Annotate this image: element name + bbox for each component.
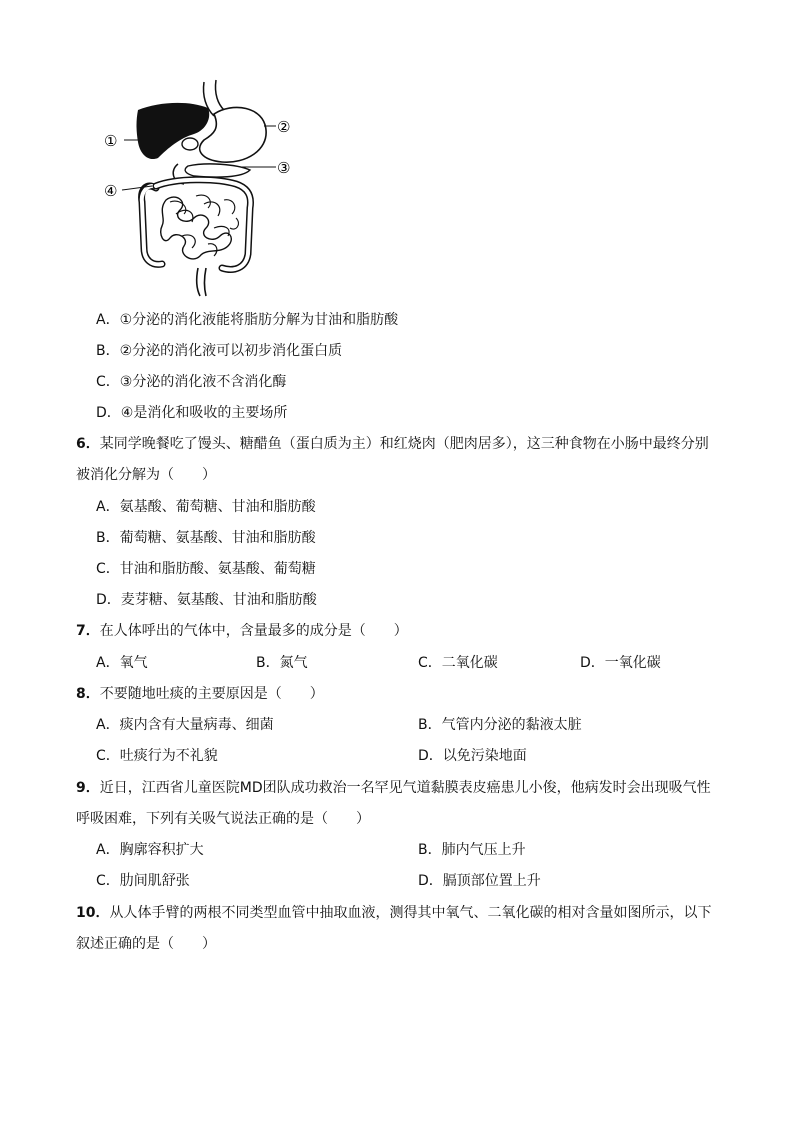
q9-stem-text: 近日，江西省儿童医院MD团队成功救治一名罕见气道黏膜表皮癌患儿小俊，他病发时会出现吸气性 (99, 780, 711, 796)
q8-stem (76, 684, 324, 704)
figure-label-3: ③ (277, 159, 291, 177)
q6-option-a: A．氨基酸、葡萄糖、甘油和脂肪酸 (96, 499, 316, 515)
q10-stem-text: 从人体手臂的两根不同类型血管中抽取血液，测得其中氧气、二氧化碳的相对含量如图所示，以下 (109, 905, 712, 921)
q7-option-b: B．氮气 (256, 655, 308, 671)
q5-option-d: D．④是消化和吸收的主要场所 (96, 405, 288, 421)
q6-stem-line2: 被消化分解为（ ） (76, 467, 216, 483)
q9-number: 9． (76, 780, 100, 796)
q9-option-c: C．肋间肌舒张 (96, 873, 190, 889)
q8-option-d: D．以免污染地面 (418, 748, 527, 764)
q6-number: 6． (76, 436, 100, 452)
q9-stem-line2: 呼吸困难，下列有关吸气说法正确的是（ ） (76, 811, 370, 827)
q8-option-c: C．吐痰行为不礼貌 (96, 748, 218, 764)
q10-stem-line2: 叙述正确的是（ ） (76, 936, 216, 952)
q10-stem-line1 (76, 903, 711, 923)
q6-option-d: D．麦芽糖、氨基酸、甘油和脂肪酸 (96, 592, 317, 608)
q5-option-a: A．①分泌的消化液能将脂肪分解为甘油和脂肪酸 (96, 312, 399, 328)
q6-stem-text: 某同学晚餐吃了馒头、糖醋鱼（蛋白质为主）和红烧肉（肥肉居多），这三种食物在小肠中最终分别 (99, 436, 709, 452)
q7-stem (76, 621, 408, 641)
q8-stem-text: 不要随地吐痰的主要原因是（ ） (99, 686, 324, 702)
q9-option-d: D．膈顶部位置上升 (418, 873, 541, 889)
q5-option-c: C．③分泌的消化液不含消化酶 (96, 374, 287, 390)
q5-option-b: B．②分泌的消化液可以初步消化蛋白质 (96, 343, 343, 359)
figure-label-1: ① (104, 132, 118, 150)
q8-option-a: A．痰内含有大量病毒、细菌 (96, 717, 274, 733)
q9-option-a: A．胸廓容积扩大 (96, 842, 204, 858)
q7-number: 7． (76, 623, 100, 639)
q7-stem-text: 在人体呼出的气体中，含量最多的成分是（ ） (99, 623, 408, 639)
figure-label-2: ② (277, 118, 291, 136)
q10-number: 10． (76, 905, 110, 921)
q7-option-a: A．氧气 (96, 655, 148, 671)
q7-option-c: C．二氧化碳 (418, 655, 498, 671)
q8-number: 8． (76, 686, 100, 702)
q6-stem-line1 (76, 434, 709, 454)
q9-option-b: B．肺内气压上升 (418, 842, 526, 858)
digestive-system-diagram (96, 78, 306, 300)
q8-option-b: B．气管内分泌的黏液太脏 (418, 717, 582, 733)
q9-stem-line1 (76, 778, 711, 798)
figure-label-4: ④ (104, 182, 118, 200)
q7-option-d: D．一氧化碳 (580, 655, 661, 671)
q6-option-b: B．葡萄糖、氨基酸、甘油和脂肪酸 (96, 530, 316, 546)
q6-option-c: C．甘油和脂肪酸、氨基酸、葡萄糖 (96, 561, 316, 577)
